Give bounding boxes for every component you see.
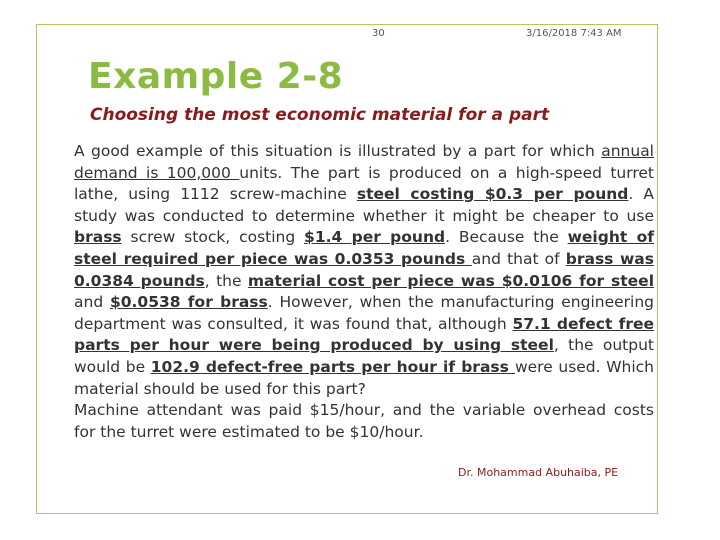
text-run-emphasis: 102.9 defect-free parts per hour if brass — [150, 357, 515, 376]
text-run-emphasis: steel costing $0.3 per pound — [356, 185, 629, 204]
text-run: , the output would be — [74, 336, 654, 376]
slide-datetime: 3/16/2018 7:43 AM — [526, 28, 622, 39]
slide-subtitle: Choosing the most economic material for a part — [90, 105, 550, 125]
text-run-emphasis: brass — [74, 228, 122, 247]
text-run-emphasis: material cost per piece was $0.0106 for steel — [247, 271, 655, 290]
text-run-emphasis: 57.1 defect free parts per hour were being produced by using steel — [74, 314, 654, 355]
text-run-emphasis: weight of steel required per piece was 0.0353 pounds — [74, 228, 654, 268]
text-run: . However, when the manufacturing engineering department was consulted, it was found that, although — [74, 293, 654, 333]
text-run: , the — [204, 271, 248, 290]
text-run: units. The part is produced on a high-speed turret lathe, using 1112 screw-machine — [74, 163, 654, 204]
slide-title: Example 2-8 — [88, 56, 344, 97]
slide-body — [74, 141, 654, 443]
text-run-underlined: annual demand is 100,000 — [74, 142, 654, 182]
slide-number: 30 — [372, 28, 385, 39]
text-run: . A study was conducted to determine whether it might be cheaper to use — [74, 185, 654, 225]
text-run: were used. Which material should be used for this part? — [74, 357, 654, 398]
text-run: screw stock, costing — [121, 228, 305, 247]
text-run-emphasis: brass was 0.0384 pounds — [74, 249, 654, 290]
text-run: A good example of this situation is illustrated by a part for which — [74, 142, 602, 160]
author-credit: Dr. Mohammad Abuhaiba, PE — [458, 466, 619, 479]
text-run-emphasis: $0.0538 for brass — [109, 293, 268, 312]
text-run: and that of — [471, 249, 566, 268]
text-run: and — [74, 293, 110, 312]
text-run: . Because the — [445, 228, 568, 247]
problem-paragraph — [74, 141, 654, 400]
text-run-emphasis: $1.4 per pound — [304, 228, 446, 247]
cost-paragraph: Machine attendant was paid $15/hour, and the variable overhead costs for the turret were estimated to be $10/hour. — [74, 401, 654, 441]
